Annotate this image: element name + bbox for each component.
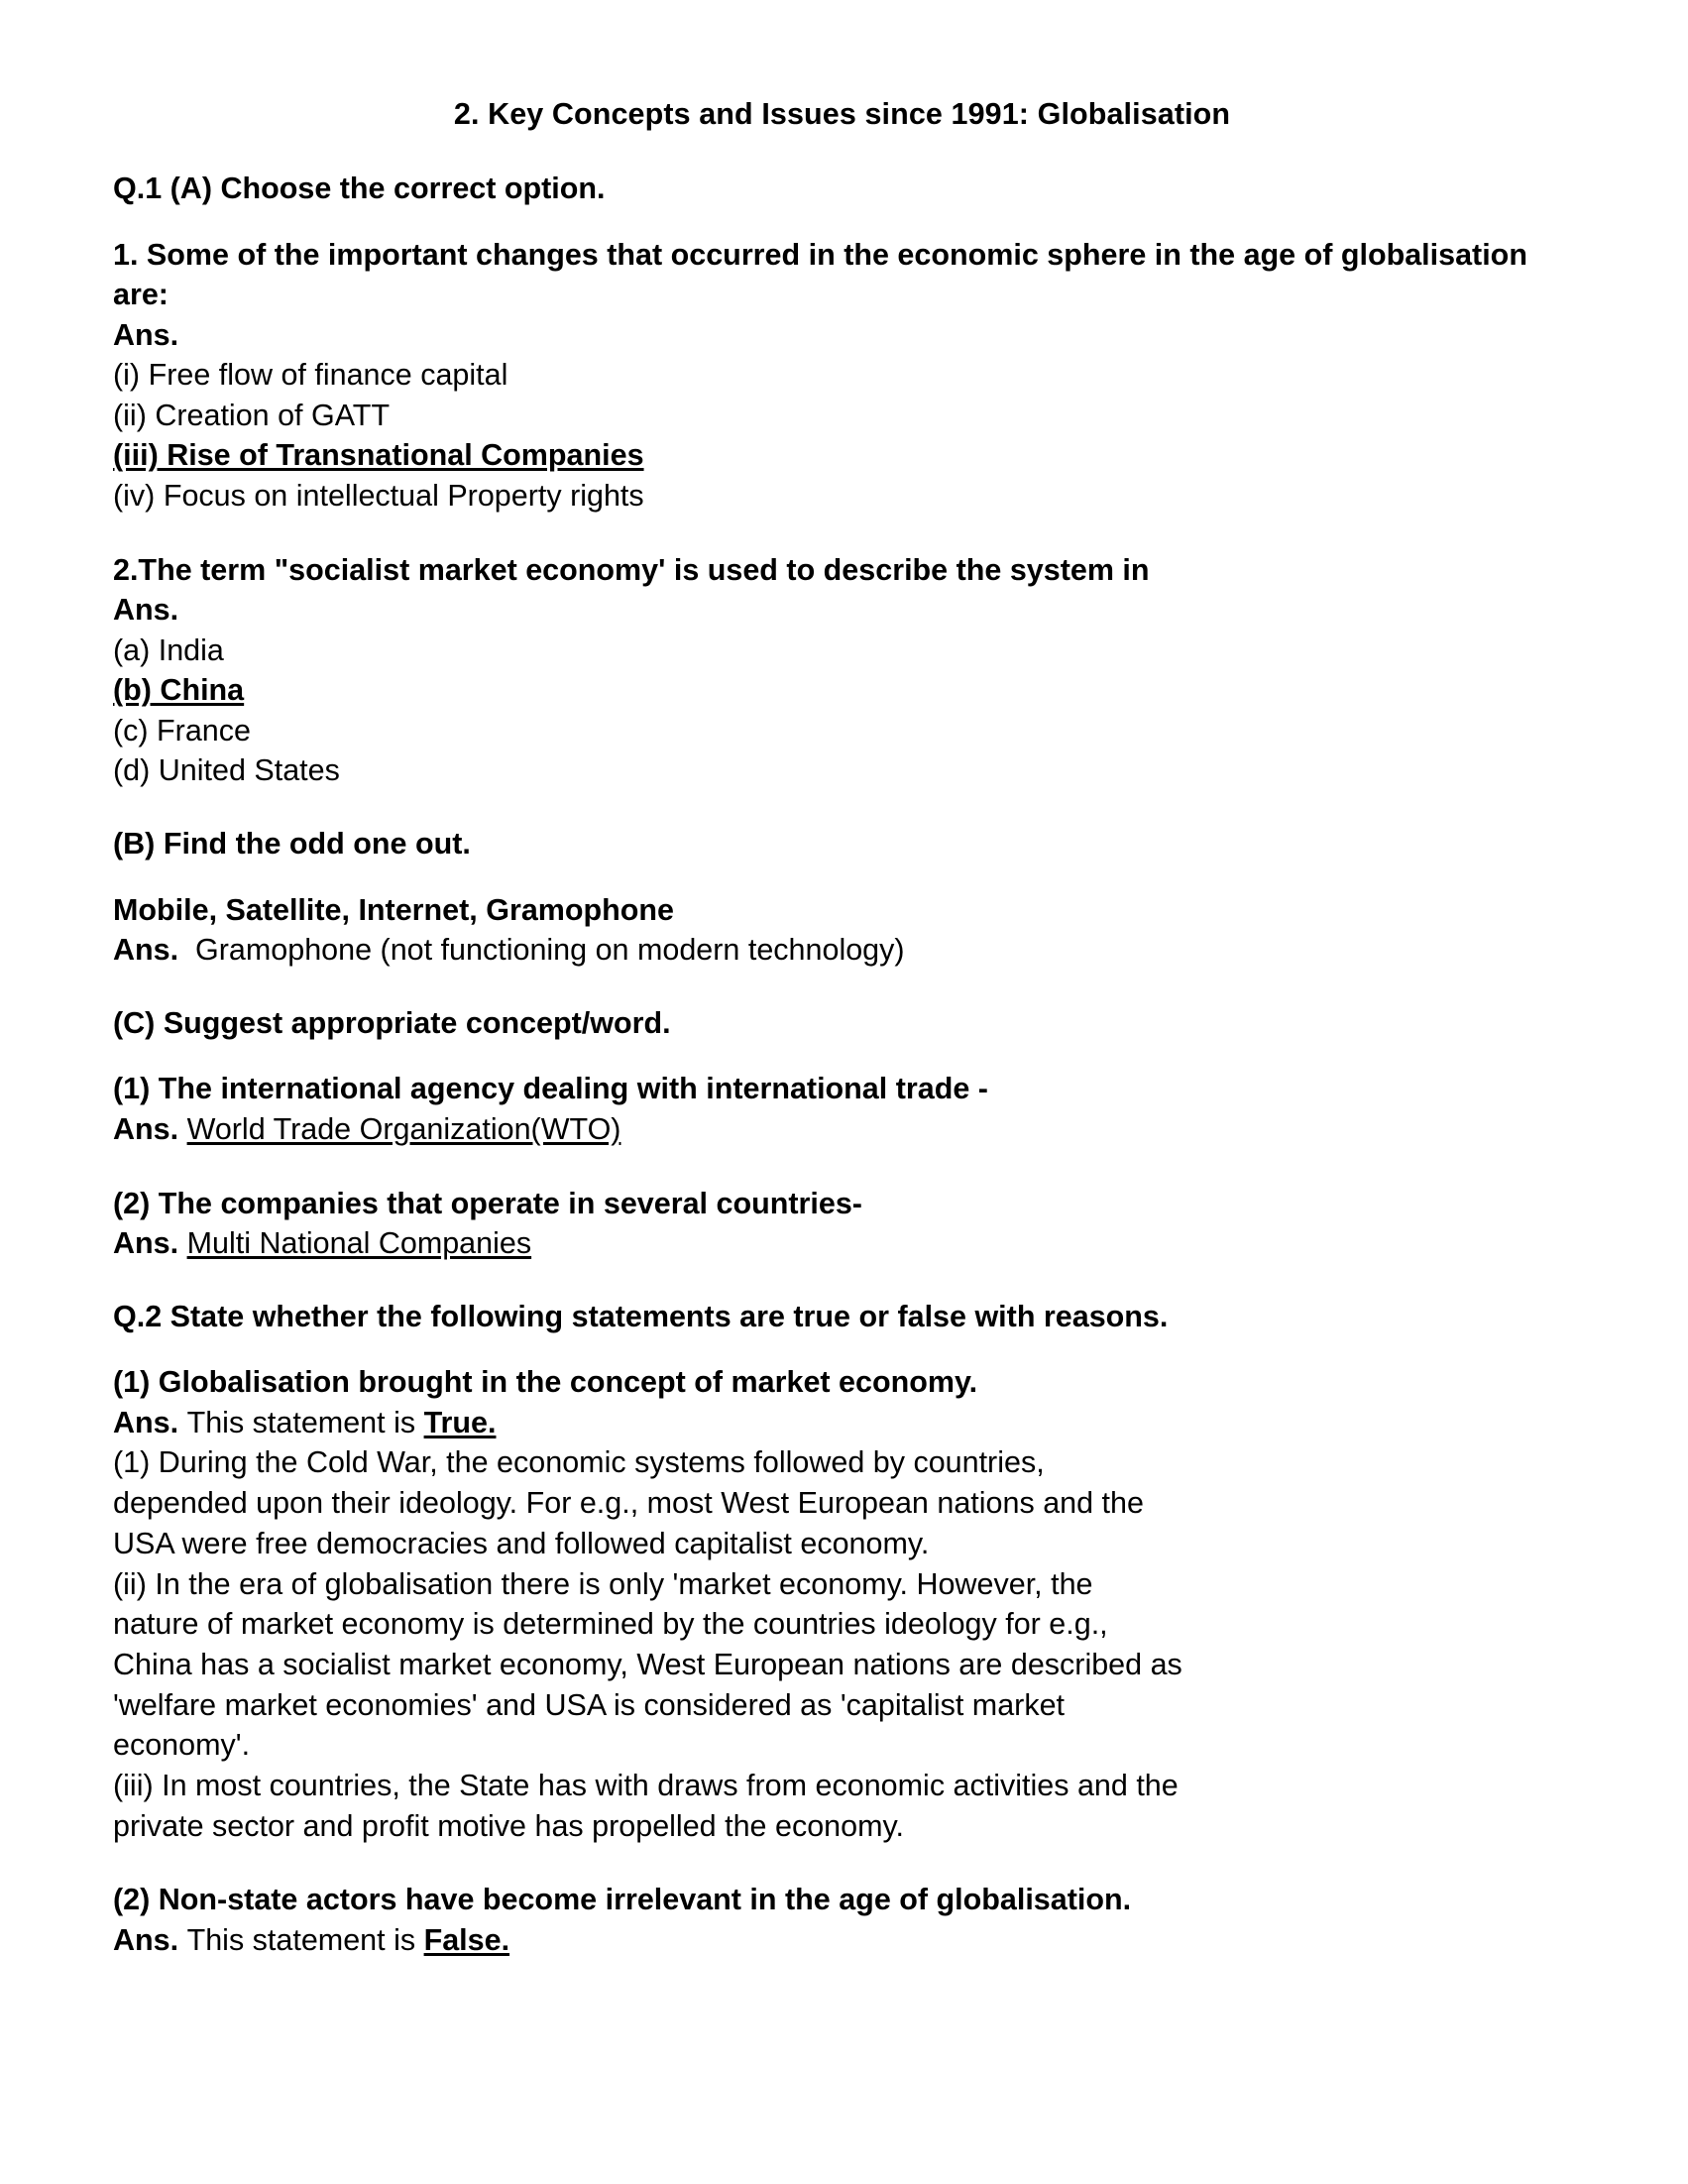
q1-section-b-answer-row xyxy=(113,930,1571,971)
q1-section-c-heading: (C) Suggest appropriate concept/word. xyxy=(113,1005,671,1040)
q2-item2-ans-prefix: This statement is xyxy=(186,1923,424,1957)
q2-item1-ans-prefix: This statement is xyxy=(186,1405,424,1439)
q1-section-c-item1-ans-label: Ans. xyxy=(113,1111,179,1146)
page-title: 2. Key Concepts and Issues since 1991: Globalisation xyxy=(453,97,1231,131)
spacer xyxy=(113,1150,1571,1184)
spacer xyxy=(113,1264,1571,1298)
q1-section-b-ans-label: Ans. xyxy=(113,933,179,968)
q1-section-b-ans-text: Gramophone (not functioning on modern technology) xyxy=(195,933,905,968)
q1-section-c-item1-ans-text: World Trade Organization(WTO) xyxy=(186,1111,621,1146)
q2-item1-stem: (1) Globalisation brought in the concept of market economy. xyxy=(113,1365,978,1400)
q1-item2-stem: 2.The term "socialist market economy' is used to describe the system in xyxy=(113,552,1150,587)
q1-item2-option-c[interactable]: (c) France xyxy=(113,713,251,747)
q1-section-b-prompt: Mobile, Satellite, Internet, Gramophone xyxy=(113,892,675,927)
spacer xyxy=(113,791,1571,825)
q2-item1-ans-verdict: True. xyxy=(423,1405,497,1439)
q1-item2-option-b[interactable]: (b) China xyxy=(113,673,245,708)
q1-item1-ans-label: Ans. xyxy=(113,317,179,352)
q2-item2-ans-verdict: False. xyxy=(423,1923,510,1957)
q1-section-c-item2-ans-label: Ans. xyxy=(113,1226,179,1261)
q2-item1-reason-3: (iii) In most countries, the State has with draws from economic activities and the private sector and profit motive has propelled the economy. xyxy=(113,1769,1179,1843)
q1-heading: Q.1 (A) Choose the correct option. xyxy=(113,172,606,206)
spacer xyxy=(113,1846,1571,1880)
q1-item1-option-i[interactable]: (i) Free flow of finance capital xyxy=(113,358,508,393)
q1-section-c-item2-stem: (2) The companies that operate in several countries- xyxy=(113,1186,862,1220)
spacer xyxy=(113,517,1571,550)
q1-item1-option-iii[interactable]: (iii) Rise of Transnational Companies xyxy=(113,438,644,473)
q2-item2-stem: (2) Non-state actors have become irrelevant in the age of globalisation. xyxy=(113,1883,1132,1917)
q1-section-c-item2-answer-row xyxy=(113,1223,1571,1264)
q1-item1-stem: 1. Some of the important changes that occurred in the economic sphere in the age of globalisation are: xyxy=(113,237,1527,312)
q1-section-c-item1-stem: (1) The international agency dealing with international trade - xyxy=(113,1072,988,1106)
q1-section-c-item1-answer-row xyxy=(113,1109,1571,1150)
q2-item2-answer-row xyxy=(113,1920,1571,1961)
q1-item2-option-d[interactable]: (d) United States xyxy=(113,753,340,788)
q1-item1-option-iv[interactable]: (iv) Focus on intellectual Property rights xyxy=(113,479,644,514)
q1-item2-ans-label: Ans. xyxy=(113,593,179,628)
q2-item1-ans-label: Ans. xyxy=(113,1405,179,1439)
q1-item1-option-ii[interactable]: (ii) Creation of GATT xyxy=(113,398,391,432)
q1-section-b-heading: (B) Find the odd one out. xyxy=(113,826,471,861)
q2-item2-ans-label: Ans. xyxy=(113,1923,179,1957)
q2-heading: Q.2 State whether the following statements are true or false with reasons. xyxy=(113,1299,1169,1333)
q1-item2-option-a[interactable]: (a) India xyxy=(113,632,224,667)
q2-item1-reason-2: (ii) In the era of globalisation there is only 'market economy. However, the nature of market economy is determined by the countries ideology for e.g., China has a socialist market economy, West European nations are described as 'welfare market economies' and USA is considered as 'capitalist market economy'. xyxy=(113,1566,1182,1763)
q1-section-c-item2-ans-text: Multi National Companies xyxy=(186,1226,532,1261)
q2-item1-answer-row xyxy=(113,1403,1571,1443)
q2-item1-reason-1: (1) During the Cold War, the economic systems followed by countries, depended upon their ideology. For e.g., most West European nations and the USA were free democracies and followed capitalist economy. xyxy=(113,1445,1144,1560)
spacer xyxy=(113,971,1571,1004)
